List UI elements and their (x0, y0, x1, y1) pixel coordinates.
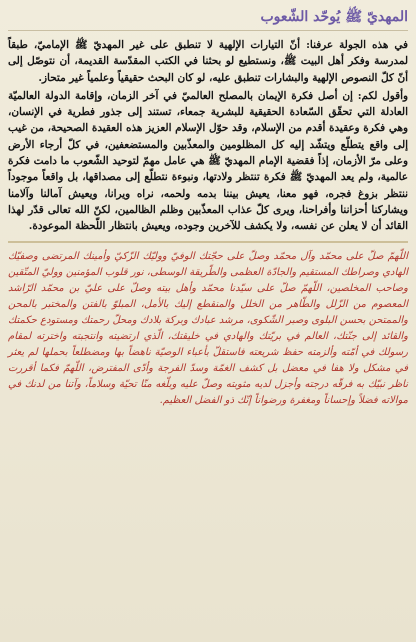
article-body (8, 37, 408, 235)
prayer-text: اللّهمّ صلّ على محمّد وآل محمّد وصلّ على حجّتك الوفيّ ووليّك الزّكيّ وأمينك المرتضى وصفيّك الهادي وصراطك المستقيم والجادّة العظمى والطّريقة الوسطى، نور قلوب المؤمنين ووليّ المتّقين وصاحب المخلصين، اللّهمّ صلّ على سيّدنا محمّد وأهل بيته وصلّ على عليّ بن محمّد الرّاشد المعصوم من الزّلل والطّاهر من الخلل والمنقطع إليك بالأمل، المبلوّ بالفتن والمختبر بالمحن والممتحن بحسن البلوى وصبر الشّكوى، مرشد عبادك وبركة بلادك ومحلّ رحمتك ومستودع حكمتك والقائد إلى جنّتك، العالم في بريّتك والهادي في خليقتك، الّذي ارتضيته وانتجبته واخترته لمقام رسولك في أمّته وألزمته حفظ شريعته فاستقلّ بأعباء الوصيّة ناهضاً بها ومضطلعاً بحملها لم يعثر في مشكل ولا هفا في معضل بل كشف الغمّة وسدّ الفرجة وأدّى المفترض، اللّهمّ فكما أقررت ناظر نبيّك به فرقّه درجته وأجزل لديه مثوبته وصلّ عليه وبلّغه منّا تحيّة وسلاماً، وآتنا من لدنك في موالاته فضلاً وإحساناً ومغفرة ورضواناً إنّك ذو الفضل العظيم. (8, 250, 408, 406)
paragraph: وأقول لكم: إن أصل فكرة الإيمان بالمصلح العالميّ في آخر الزمان، وإقامة الدولة العالميّة العادلة التي تحقّق السّعادة الحقيقية للبشرية جمعاء، تستند إلى جذور فطرية في الإنسان، وهي فكرة وعقيدة أقدم من الإسلام، وقد حوّل الإسلام العزيز هذه العقيدة الصحيحة، من غيب إلى واقع يتطلّع ويتشّد إليه كل المظلومين والمعذّبين والمستضعفين، في كلّ أرجاء الأرض وعلى مرّ الأزمان، إذاً فقضية الإمام المهديّ ﷺ هي عامل مهمّ لتوحيد الشّعوب ما دامت فكرة عالمية، ولم يعد المهديّ ﷺ فكرة تنتظر ولادتها، ونبوءة نتطلّع إلى مصداقها، بل واقعاً موجوداً ننتظر بزوغ فجره، فهو معنا، يعيش بيننا بدمه ولحمه، نراه ويرانا، ويعيش آمالنا وآلامنا ويشاركنا أحزاننا وأفراحنا، ويرى كلّ عذاب المعذّبين وظلم الظالمين، لكنّ الله تعالى قدّر لهذا القائد أن لا يعلن عن نفسه، ولا يكشف للآخرين وجوده، ويعيش بانتظار اللّحظة الموعودة. (8, 89, 408, 233)
paragraph: في هذه الجولة عرفنا: أنّ التيارات الإلهية لا تنطبق على غير المهديّ ﷺ الإماميّ، طبقاً لمدرسة وفكر أهل البيت ﷺ، ونستطيع لو بحثنا في الكتب المقدّسة القديمة، أن نتوصّل إلى أنّ كلّ النصوص الإلهية والبشارات تنطبق عليه، لو كان البحث حقيقياً وعلمياً غير متحاز. (8, 39, 408, 84)
prayer-block (8, 241, 408, 409)
page-header (8, 6, 408, 31)
section-title: المهديّ ﷺ يُوحّد الشّعوب (260, 9, 408, 25)
